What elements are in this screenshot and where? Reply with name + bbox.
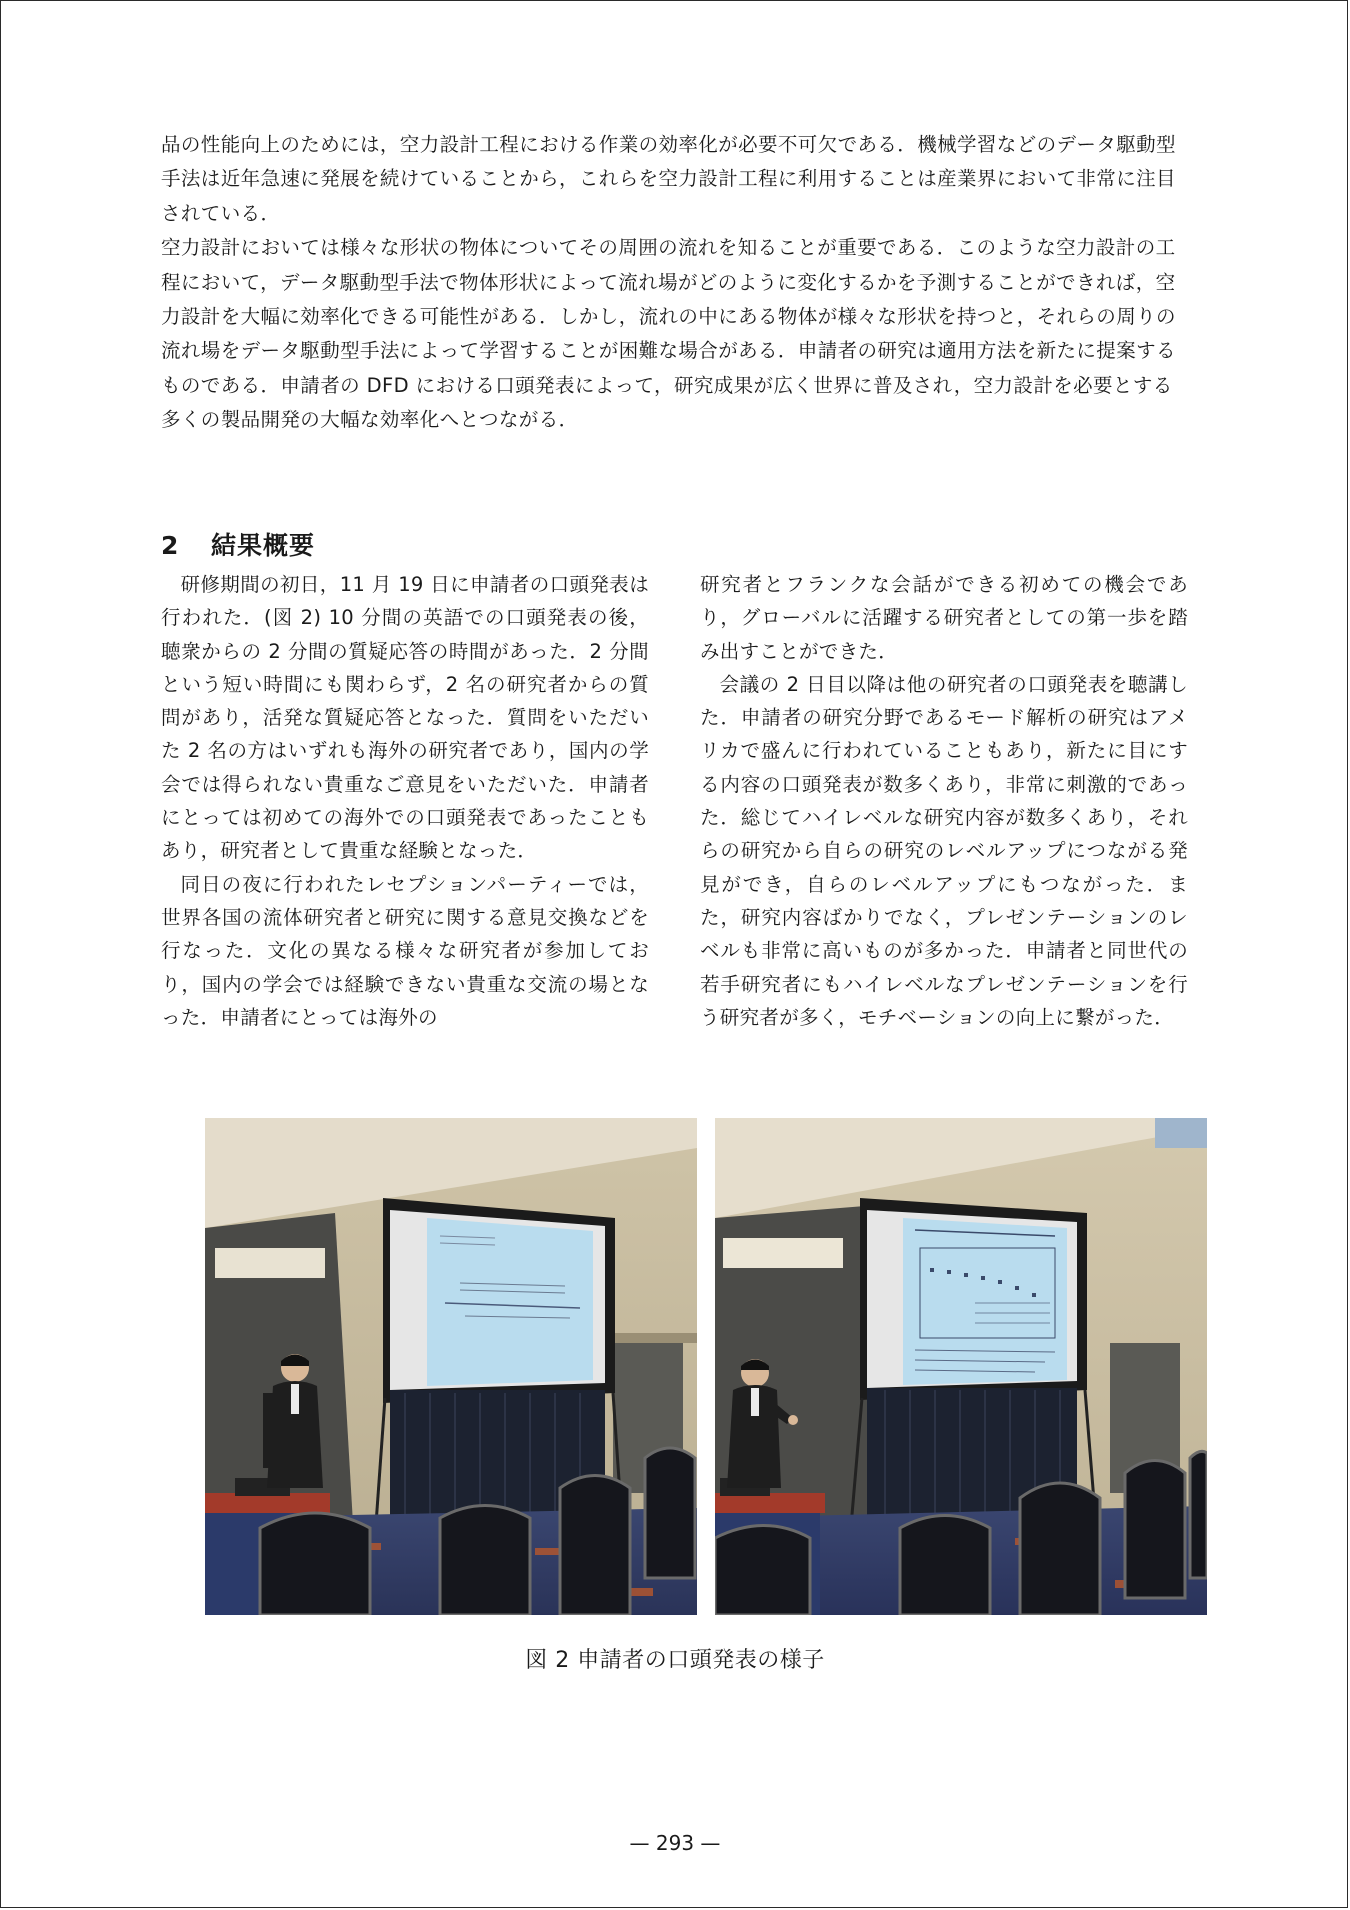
presentation-photo-1 — [205, 1118, 697, 1615]
figure-caption: 図 2 申請者の口頭発表の様子 — [525, 1648, 825, 1673]
section-heading — [161, 528, 315, 564]
section-title: 結果概要 — [211, 531, 316, 560]
photo-1-scene — [205, 1118, 697, 1615]
intro-text — [161, 128, 1191, 438]
right-column — [700, 568, 1188, 1034]
left-paragraph-1: 研修期間の初日，11 月 19 日に申請者の口頭発表は行われた．(図 2) 10 分間の英語での口頭発表の後，聴衆からの 2 分間の質疑応答の時間があった．2 分間という短い時間にも関わらず，2 名の研究者からの質問があり，活発な質疑応答となった．質問をいただいた 2 名の方はいずれも海外の研究者であり，国内の学会では得られない貴重なご意見をいただいた．申請者にとっては初めての海外での口頭発表であったこともあり，研究者として貴重な経験となった． — [161, 573, 649, 863]
intro-paragraph-1: 品の性能向上のためには，空力設計工程における作業の効率化が必要不可欠である．機械学習などのデータ駆動型手法は近年急速に発展を続けていることから，これらを空力設計工程に利用することは産業界において非常に注目されている． — [161, 133, 1176, 225]
left-paragraph-2: 同日の夜に行われたレセプションパーティーでは，世界各国の流体研究者と研究に関する意見交換などを行なった．文化の異なる様々な研究者が参加しており，国内の学会では経験できない貴重な交流の場となった．申請者にとっては海外の — [161, 872, 649, 1029]
intro-paragraph-2: 空力設計においては様々な形状の物体についてその周囲の流れを知ることが重要である．このような空力設計の工程において，データ駆動型手法で物体形状によって流れ場がどのように変化するかを予測することができれば，空力設計を大幅に効率化できる可能性がある．しかし，流れの中にある物体が様々な形状を持つと，それらの周りの流れ場をデータ駆動型手法によって学習することが困難な場合がある．申請者の研究は適用方法を新たに提案するものである．申請者の DFD における口頭発表によって，研究成果が広く世界に普及され，空力設計を必要とする多くの製品開発の大幅な効率化へとつながる． — [161, 236, 1176, 432]
right-paragraph-2: 会議の 2 日目以降は他の研究者の口頭発表を聴講した．申請者の研究分野であるモード解析の研究はアメリカで盛んに行われていることもあり，新たに目にする内容の口頭発表が数多くあり，非常に刺激的であった．総じてハイレベルな研究内容が数多くあり，それらの研究から自らの研究のレベルアップにつながる発見ができ，自らのレベルアップにもつながった．また，研究内容ばかりでなく，プレゼンテーションのレベルも非常に高いものが多かった．申請者と同世代の若手研究者にもハイレベルなプレゼンテーションを行う研究者が多く，モチベーションの向上に繋がった． — [700, 672, 1188, 1029]
section-number: 2 — [161, 531, 180, 560]
photo-2-scene — [715, 1118, 1207, 1615]
left-column — [161, 568, 649, 1034]
right-paragraph-continued: 研究者とフランクな会話ができる初めての機会であり，グローバルに活躍する研究者としての第一歩を踏み出すことができた． — [700, 573, 1188, 663]
presentation-photo-2 — [715, 1118, 1207, 1615]
page-number: — 293 — — [629, 1831, 721, 1855]
